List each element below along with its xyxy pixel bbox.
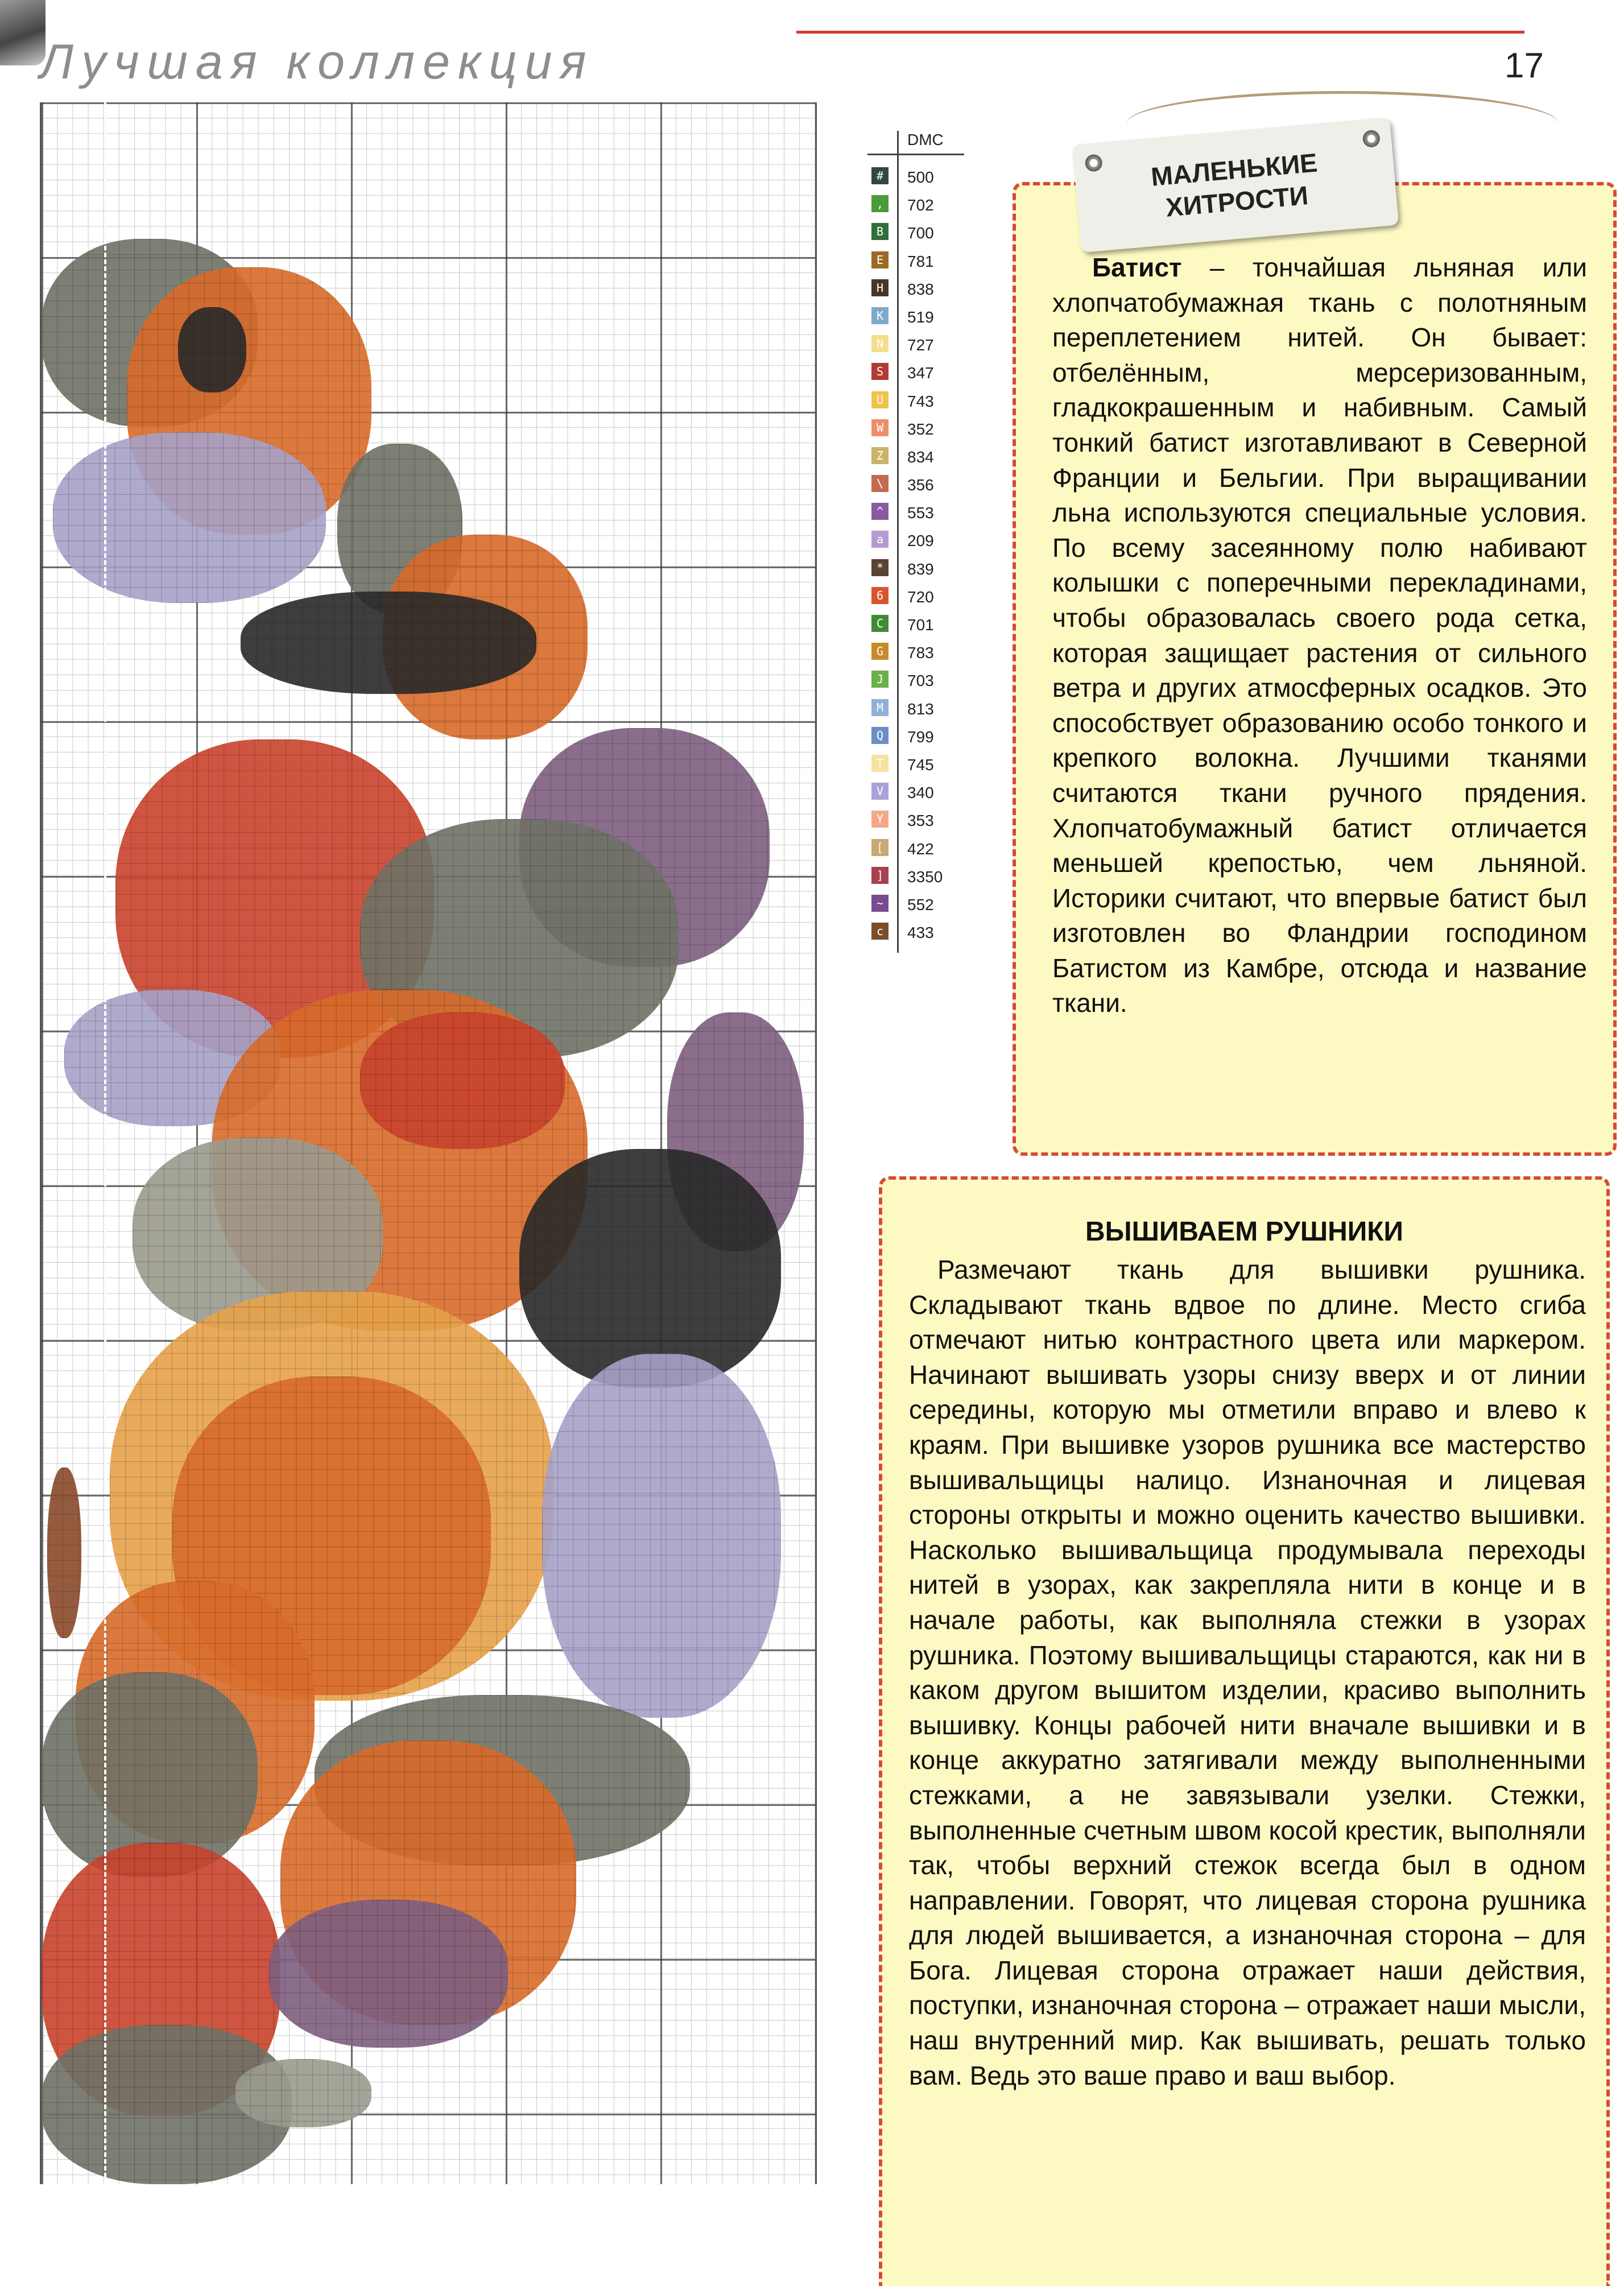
legend-symbol: T [871, 755, 889, 772]
legend-row [867, 304, 970, 332]
legend-symbol: * [871, 559, 889, 576]
legend-row [867, 584, 970, 611]
header-rule [796, 31, 1524, 34]
legend-symbol: J [871, 671, 889, 688]
legend-row [867, 667, 970, 695]
legend-code: 813 [907, 700, 934, 718]
legend-code: 353 [907, 812, 934, 830]
legend-list [867, 164, 970, 947]
legend-symbol: Z [871, 447, 889, 464]
legend-code: 553 [907, 504, 934, 522]
legend-symbol: [ [871, 839, 889, 856]
legend-code: 743 [907, 392, 934, 410]
legend-symbol: U [871, 391, 889, 408]
legend-code: 347 [907, 364, 934, 382]
legend-row [867, 248, 970, 276]
legend-row [867, 891, 970, 919]
legend-symbol: S [871, 363, 889, 380]
legend-row [867, 527, 970, 555]
legend-row [867, 751, 970, 779]
legend-code: 727 [907, 336, 934, 354]
legend-row [867, 556, 970, 584]
legend-row [867, 779, 970, 807]
legend-code: 703 [907, 672, 934, 690]
legend-symbol: V [871, 783, 889, 800]
legend-code: 3350 [907, 867, 943, 886]
legend-code: 720 [907, 588, 934, 606]
legend-code: 745 [907, 755, 934, 774]
legend-symbol: Q [871, 727, 889, 744]
legend-symbol: N [871, 335, 889, 352]
legend-code: 781 [907, 252, 934, 270]
legend-row [867, 724, 970, 751]
legend-code: 433 [907, 924, 934, 942]
legend-row [867, 696, 970, 724]
legend-symbol: , [871, 195, 889, 212]
legend-symbol: ~ [871, 895, 889, 912]
towel-text [909, 1252, 1586, 2093]
legend-header: DMC [907, 131, 944, 148]
legend-symbol: 6 [871, 587, 889, 604]
legend-code: 552 [907, 895, 934, 913]
towel-title: ВЫШИВАЕМ РУШНИКИ [1085, 1217, 1404, 1247]
legend-row [867, 359, 970, 387]
chart-flower [53, 432, 326, 603]
tip-tag-label: МАЛЕНЬКИЕ ХИТРОСТИ [1150, 147, 1319, 222]
chart-pear [360, 1012, 565, 1149]
legend-symbol: W [871, 419, 889, 436]
legend-symbol: # [871, 167, 889, 184]
legend-code: 839 [907, 560, 934, 578]
legend-symbol: ^ [871, 503, 889, 520]
legend-code: 701 [907, 616, 934, 634]
chart-flower [269, 1900, 508, 2048]
legend-row [867, 276, 970, 304]
legend-code: 422 [907, 840, 934, 858]
legend-code: 700 [907, 224, 934, 242]
legend-symbol: G [871, 643, 889, 660]
legend-code: 799 [907, 727, 934, 746]
legend-symbol: C [871, 615, 889, 632]
legend-row [867, 220, 970, 247]
legend-row [867, 472, 970, 499]
legend-row [867, 611, 970, 639]
legend-row [867, 444, 970, 472]
page-number: 17 [1505, 46, 1544, 85]
chart-flower [542, 1354, 781, 1718]
legend-symbol: K [871, 307, 889, 324]
legend-row [867, 332, 970, 359]
chart-outline [178, 307, 246, 392]
chart-center-line [104, 102, 106, 2184]
legend-symbol: ] [871, 867, 889, 884]
tip-body: – тончайшая льняная или хлопчатобумажная ткань с полотняным переплетением нитей. Он бывает: отбелённым, мерсеризованным, гладкокрашенным и набивным. Самый тонкий батист изготавливают в Северной Франции и Бельгии. При выращивании льна используются специальные условия. По всему засеянному полю набивают колышки с поперечными перекладинами, чтобы образовалась своего рода сетка, которая защищает растения от сильного ветра и других атмосферных осадков. Это способствует образованию особо тонкого и крепкого волокна. Лучшими тканями считаются ткани ручного прядения. Хлопчатобумажный батист отличается меньшей крепостью, чем льняной. Историки считают, что впервые батист был изготовлен во Фландрии господином Батистом из Камбре, отсюда и название ткани. [1052, 253, 1587, 1018]
legend-code: 500 [907, 168, 934, 186]
legend-code: 519 [907, 308, 934, 326]
legend-symbol: E [871, 251, 889, 268]
chart-leaf [235, 2059, 371, 2127]
legend-row [867, 863, 970, 891]
legend-symbol: H [871, 279, 889, 296]
legend-code: 834 [907, 448, 934, 466]
legend-row [867, 499, 970, 527]
legend-code: 702 [907, 196, 934, 214]
legend-symbol: B [871, 223, 889, 240]
legend-row [867, 836, 970, 863]
cross-stitch-chart [40, 102, 817, 2184]
legend-code: 356 [907, 476, 934, 494]
chart-stem [47, 1467, 81, 1638]
tip-text [1052, 250, 1587, 1021]
legend-row [867, 639, 970, 667]
legend-code: 209 [907, 532, 934, 550]
legend-symbol: \ [871, 475, 889, 492]
legend-row [867, 919, 970, 947]
chart-outline [519, 1149, 781, 1388]
legend-symbol: a [871, 531, 889, 548]
legend-code: 838 [907, 280, 934, 298]
chart-outline [241, 592, 536, 694]
legend-row [867, 164, 970, 192]
legend-code: 340 [907, 784, 934, 802]
legend-row [867, 807, 970, 835]
legend-row [867, 388, 970, 416]
magazine-logo [0, 0, 46, 65]
legend-code: 352 [907, 420, 934, 438]
towel-body: Размечают ткань для вышивки рушника. Складывают ткань вдвое по длине. Место сгиба отмечают нитью контрастного цвета или маркером. Начинают вышивать узоры снизу вверх и от линии середины, которую мы отметили вправо и влево к краям. При вышивке узоров рушника все мастерство вышивальщицы налицо. Изнаночная и лицевая стороны открыты и можно оценить качество вышивки. Насколько вышивальщица продумывала переходы нитей в узорах, как закрепляла нити в конце и в начале работы, как выполняла стежки в узорах рушника. Поэтому вышивальщицы стараются, как ни в каком другом вышитом изделии, красиво выполнить вышивку. Концы рабочей нити вначале вышивки и в конце аккуратно затягивали между выполненными стежками, а не завязывали узелки. Стежки, выполненные счетным швом косой крестик, выполняли так, чтобы верхний стежок всегда был в одном направлении. Говорят, что лицевая сторона рушника для людей вышивается, а изнаночная сторона – для Бога. Лицевая сторона отражает наши действия, поступки, изнаночная сторона – отражает наши мысли, наш внутренний мир. Как вышивать, решать только вам. Ведь это ваше право и ваш выбор. [909, 1255, 1586, 2090]
magazine-title: Лучшая коллекция [40, 35, 594, 89]
legend-symbol: Y [871, 811, 889, 828]
legend-row [867, 192, 970, 220]
tip-term: Батист [1092, 253, 1182, 282]
legend-symbol: M [871, 699, 889, 716]
legend-code: 783 [907, 644, 934, 662]
legend-symbol: c [871, 923, 889, 940]
legend-row [867, 416, 970, 444]
legend-header-rule [867, 154, 964, 155]
